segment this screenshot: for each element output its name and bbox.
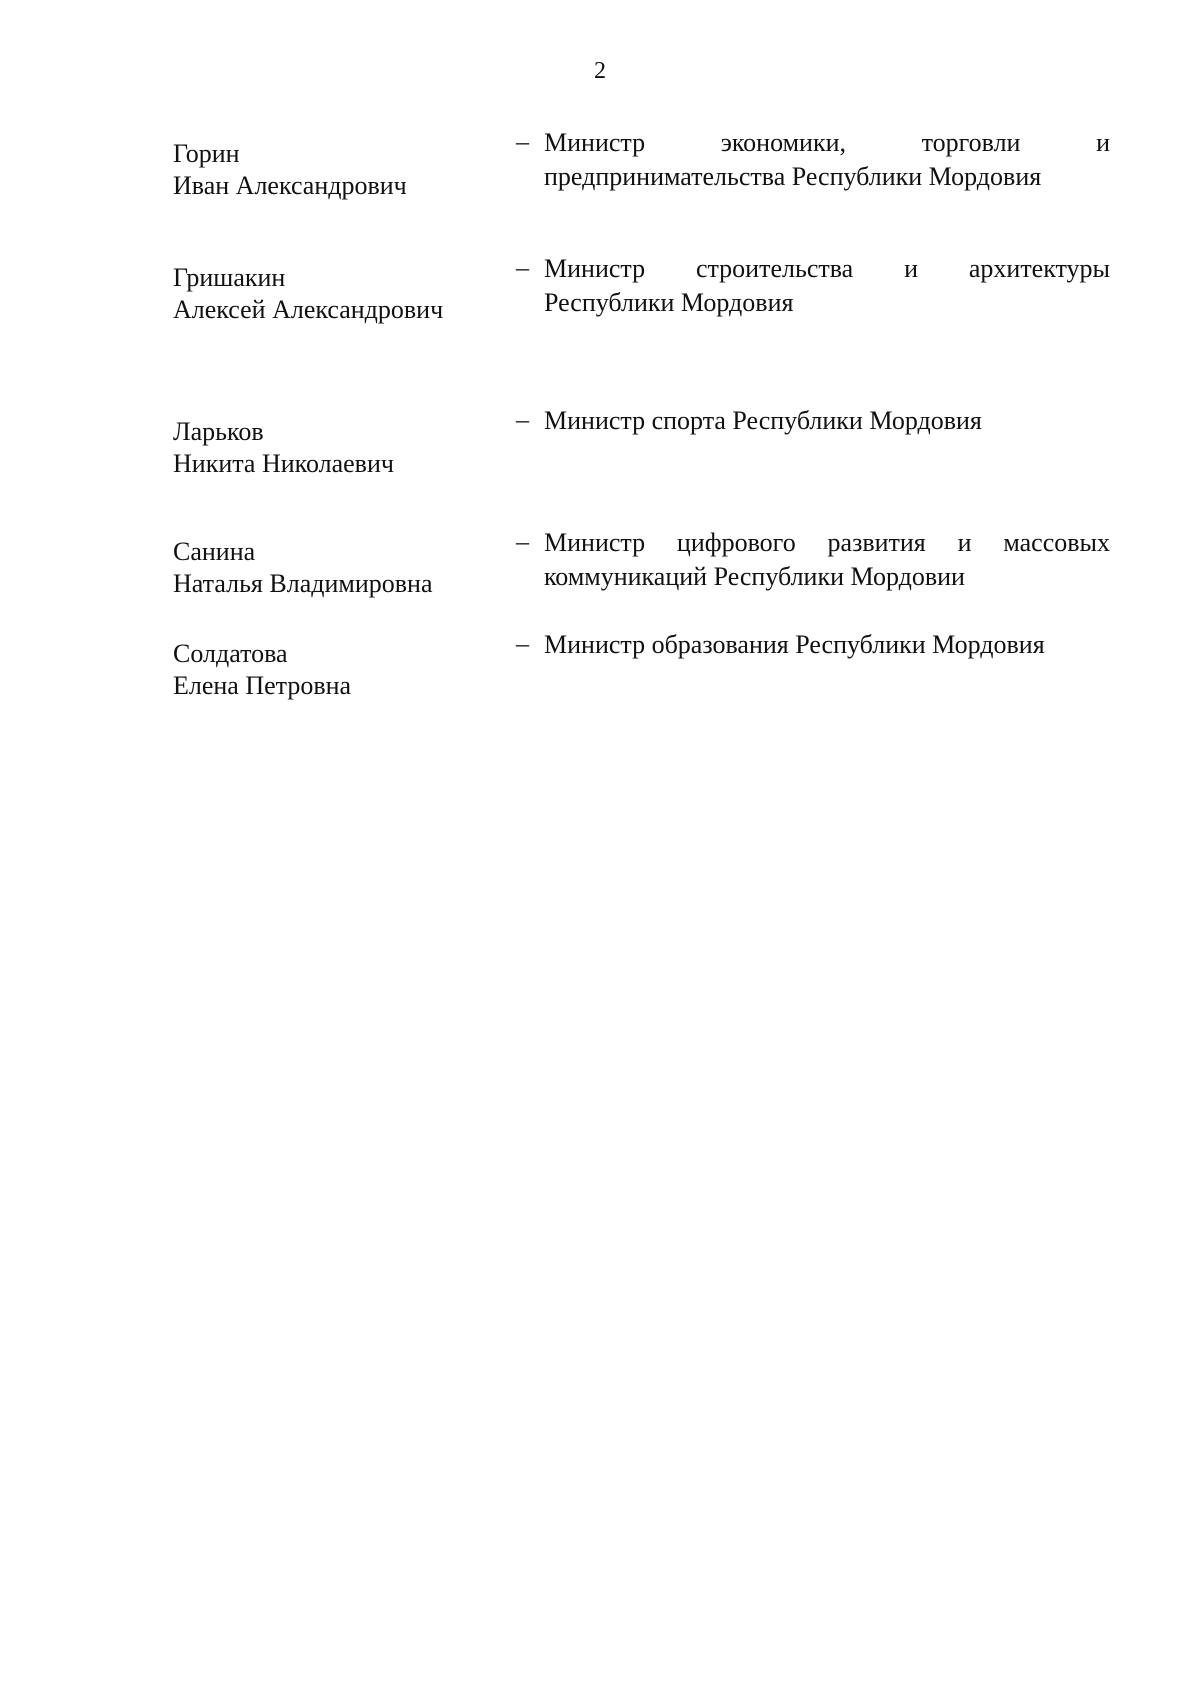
position-title xyxy=(544,628,1110,662)
person-name xyxy=(173,262,513,326)
position-title-line: Министр образования Республики Мордовия xyxy=(544,630,1045,659)
person-name xyxy=(173,416,513,480)
person-surname: Гришакин xyxy=(173,263,286,292)
list-item xyxy=(0,526,1200,636)
position-title-line: Министр экономики, торговли и xyxy=(544,128,1110,157)
person-surname: Санина xyxy=(173,537,256,566)
person-given-name: Никита Николаевич xyxy=(173,449,394,478)
list-item xyxy=(0,404,1200,514)
person-surname: Солдатова xyxy=(173,639,288,668)
list-item xyxy=(0,126,1200,236)
person-given-name: Иван Александрович xyxy=(173,171,407,200)
position-title-line: предпринимательства Республики Мордовия xyxy=(544,162,1042,191)
person-name xyxy=(173,536,513,600)
person-surname: Горин xyxy=(173,139,240,168)
dash-separator: – xyxy=(516,253,529,282)
position-title-line: Министр спорта Республики Мордовия xyxy=(544,406,982,435)
list-item xyxy=(0,628,1200,738)
position-title xyxy=(544,526,1110,594)
person-surname: Ларьков xyxy=(173,417,264,446)
position-title xyxy=(544,404,1110,438)
dash-separator: – xyxy=(516,405,529,434)
position-title-line: Министр цифрового развития и массовых xyxy=(544,528,1110,557)
person-given-name: Наталья Владимировна xyxy=(173,569,433,598)
position-title xyxy=(544,126,1110,194)
list-item xyxy=(0,252,1200,362)
position-title-line: коммуникаций Республики Мордовии xyxy=(544,562,965,591)
position-title-line: Республики Мордовия xyxy=(544,288,794,317)
page-number: 2 xyxy=(594,58,606,84)
person-given-name: Елена Петровна xyxy=(173,671,352,700)
person-name xyxy=(173,638,513,702)
person-name xyxy=(173,138,513,202)
dash-separator: – xyxy=(516,527,529,556)
dash-separator: – xyxy=(516,629,529,658)
position-title xyxy=(544,252,1110,320)
position-title-line: Министр строительства и архитектуры xyxy=(544,254,1110,283)
dash-separator: – xyxy=(516,127,529,156)
person-given-name: Алексей Александрович xyxy=(173,295,444,324)
